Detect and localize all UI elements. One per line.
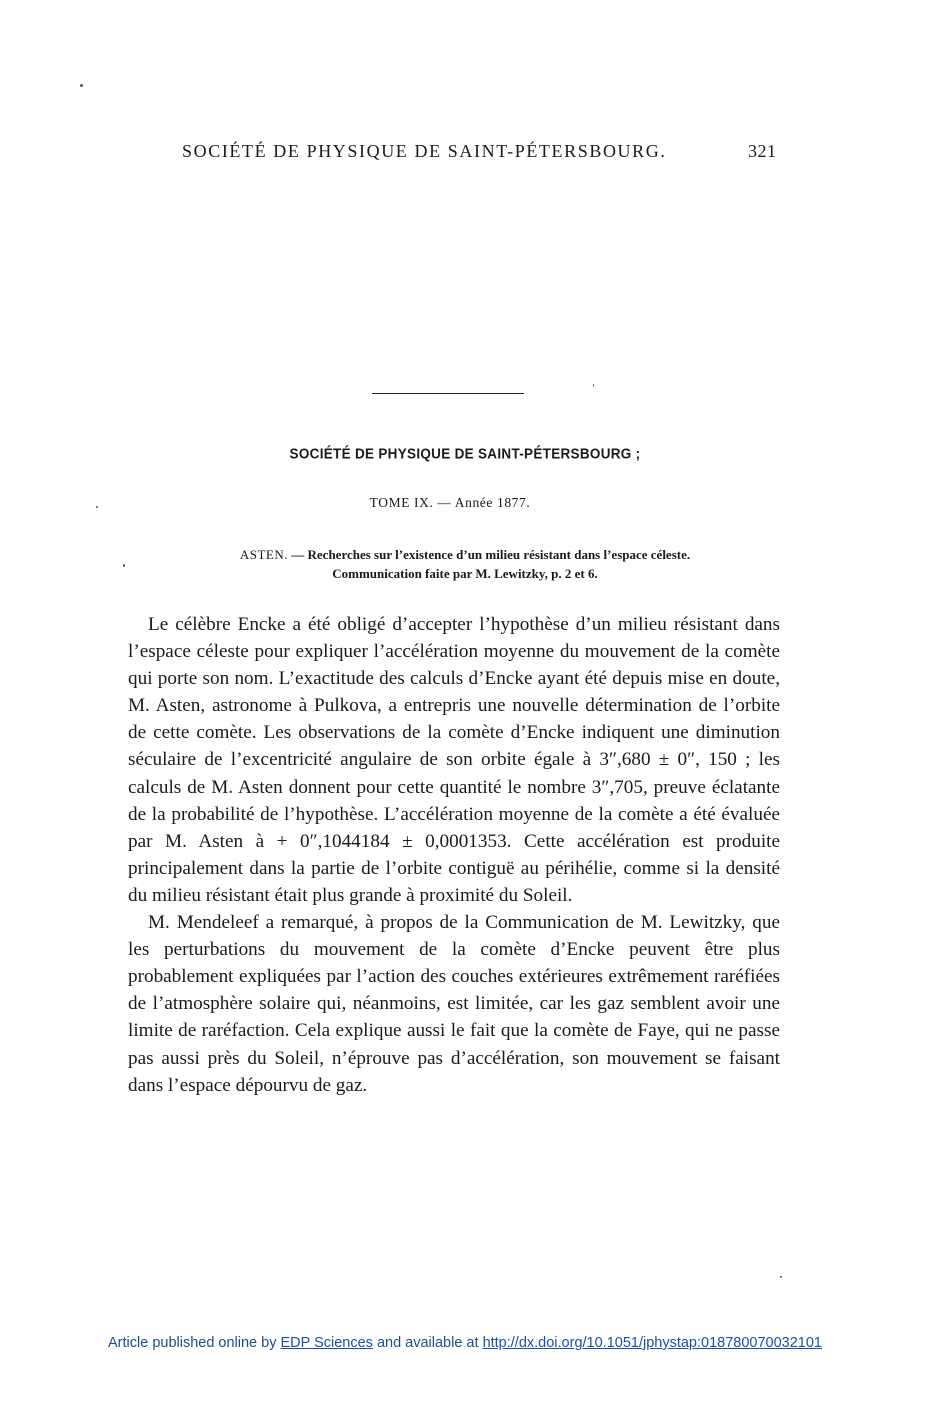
article-reference — [120, 545, 810, 583]
volume-line: TOME IX. — Année 1877. — [369, 495, 531, 510]
scan-speck — [780, 1276, 782, 1278]
publication-footer — [0, 1335, 930, 1351]
section-divider — [372, 393, 524, 394]
running-head — [182, 141, 782, 162]
body-text — [128, 611, 780, 1099]
scan-speck — [96, 506, 98, 508]
scan-speck — [593, 384, 594, 387]
publisher-link[interactable]: EDP Sciences — [280, 1335, 373, 1351]
page-number: 321 — [748, 141, 777, 161]
running-head-title: SOCIÉTÉ DE PHYSIQUE DE SAINT-PÉTERSBOURG. — [182, 141, 667, 161]
section-title: SOCIÉTÉ DE PHYSIQUE DE SAINT-PÉTERSBOURG ; — [289, 445, 641, 462]
footer-prefix: Article published online by — [108, 1335, 281, 1351]
paragraph: M. Mendeleef a remarqué, à propos de la Communication de M. Lewitzky, que les perturbations du mouvement de la comète d’Encke peuvent être plus probablement expliquées par l’action des couches extérieures extrêmement raréfiées de l’atmosphère solaire qui, néanmoins, est limitée, car les gaz semblent avoir une limite de raréfaction. Cela explique aussi le fait que la comète de Faye, qui ne passe pas aussi près du Soleil, n’éprouve pas d’accélération, son mouvement se faisant dans l’espace dépourvu de gaz. — [128, 912, 780, 1096]
footer-middle: and available at — [372, 1335, 483, 1351]
article-author: ASTEN. — [239, 547, 289, 562]
scan-speck — [80, 84, 83, 87]
article-title-line — [120, 545, 810, 564]
article-title: — Recherches sur l’existence d’un milieu résistant dans l’espace céleste. — [288, 547, 691, 562]
paragraph: Le célèbre Encke a été obligé d’accepter l’hypothèse d’un milieu résistant dans l’espace céleste pour expliquer l’accélération moyenne du mouvement de la comète qui porte son nom. L’exactitude des calculs d’Encke ayant été depuis mise en doute, M. Asten, astronome à Pulkova, a entrepris une nouvelle détermination de l’orbite de cette comète. Les observations de la comète d’Encke indiquent une diminution séculaire de l’excentricité angulaire de son orbite égale à 3″,680 ± 0″, 150 ; les calculs de M. Asten donnent pour cette quantité le nombre 3″,705, preuve éclatante de la probabilité de l’hypothèse. L’accélération moyenne de la comète a été évaluée par M. Asten à + 0″,1044184 ± 0,0001353. Cette accélération est produite principalement dans la partie de l’orbite contiguë au périhélie, comme si la densité du milieu résistant était plus grande à proximité du Soleil. — [128, 614, 780, 906]
scan-speck — [123, 564, 125, 567]
article-communication: Communication faite par M. Lewitzky, p. 2 et 6. — [332, 566, 598, 581]
doi-link[interactable]: http://dx.doi.org/10.1051/jphystap:018780070032101 — [482, 1335, 822, 1351]
